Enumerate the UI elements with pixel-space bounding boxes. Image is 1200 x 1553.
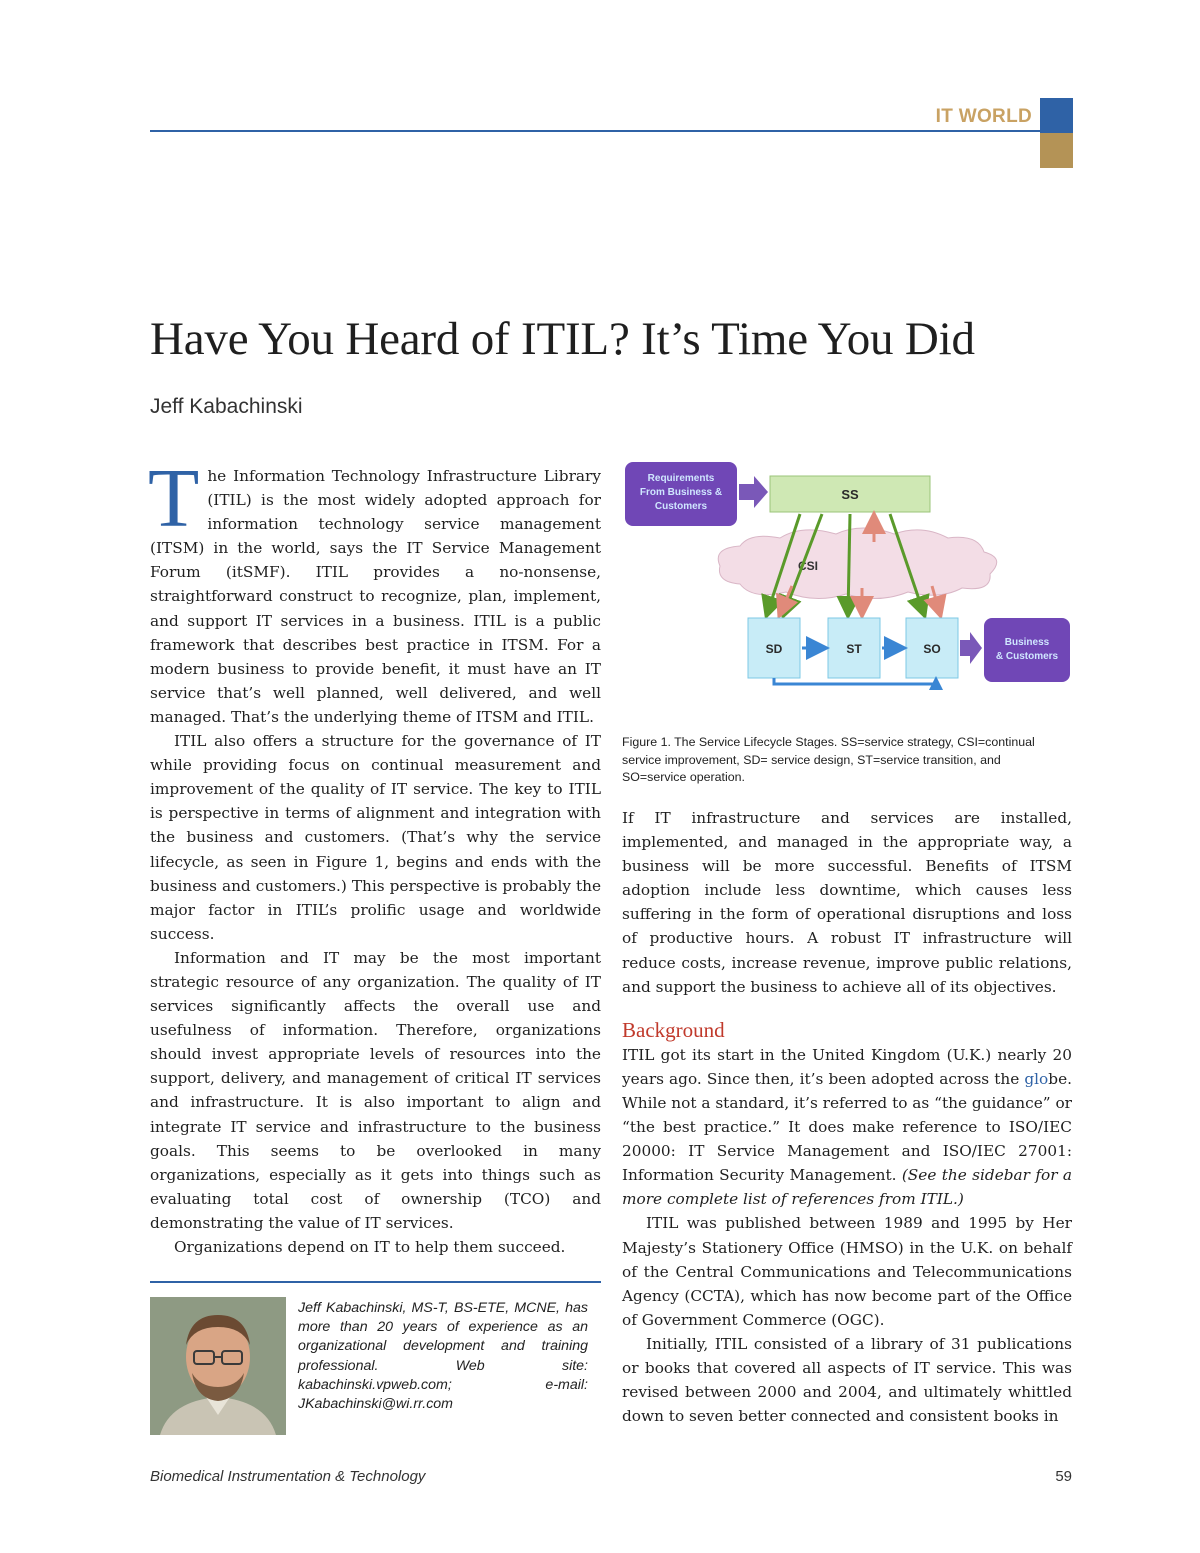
csi-cloud <box>718 528 997 599</box>
article-author: Jeff Kabachinski <box>150 395 303 418</box>
business-node <box>984 618 1070 682</box>
paragraph-intro-text: he Information Technology Infrastructure Library (ITIL) is the most widely adopted approach for information technology service management (ITSM) in the world, says the IT Service Management Forum (itSMF). ITIL provides a no-nonsense, straightforward construct to recognize, plan, implement, and support IT services in a business. ITIL is a public framework that describes best practice in ITSM. For a modern business to provide benefit, it must have an IT service that’s well planned, well delivered, and well managed. That’s the underlying theme of ITSM and ITIL. <box>150 467 601 726</box>
section-label: IT WORLD <box>935 106 1032 127</box>
bg-p1-blue: glo <box>1024 1069 1049 1088</box>
paragraph-depend: Organizations depend on IT to help them succeed. <box>174 1238 566 1256</box>
corner-block-gold <box>1040 133 1073 168</box>
paragraph-governance: ITIL also offers a structure for the governance of IT while providing focus on continual measurement and improvement of the quality of IT service. The key to ITIL is perspective in terms of alignment and integration with the business and customers. (That’s why the service lifecycle, as seen in Figure 1, begins and ends with the business and customers.) This perspective is probably the major factor in ITIL’s prolific usage and worldwide success. <box>150 732 601 943</box>
corner-block-blue <box>1040 98 1073 133</box>
arrow-ss-to-st <box>848 514 850 614</box>
requirements-label-3: Customers <box>654 501 708 512</box>
sd-label: SD <box>765 642 783 656</box>
paragraph-background-3: Initially, ITIL consisted of a library of 31 publications or books that covered all aspects of IT service. This was revised between 2000 and 2004, and ultimately whittled down to seven better connected and consistent books in <box>622 1334 1072 1426</box>
bg-p1-italic: (See the sidebar for a more complete list of references from ITIL.) <box>622 1166 1072 1209</box>
requirements-label-1: Requirements <box>647 473 715 484</box>
article-title: Have You Heard of ITIL? It’s Time You Did <box>150 313 975 365</box>
bg-p1-b: be. While not a standard, it’s referred to as “the guidance” or “the best practice.” It does make reference to ISO/IEC 20000: IT Service Management and ISO/IEC 27001: Information Security Management. <box>622 1069 1072 1185</box>
ss-node <box>770 476 930 512</box>
arrow-requirements-to-ss <box>739 476 768 508</box>
requirements-label-2: From Business & <box>639 487 723 498</box>
left-column <box>148 452 601 1259</box>
business-label-2: & Customers <box>995 651 1059 662</box>
footer-page-number: 59 <box>1055 1468 1072 1485</box>
ss-label: SS <box>841 487 859 502</box>
business-label-1: Business <box>1004 637 1050 648</box>
csi-label: CSI <box>797 559 819 573</box>
so-node <box>906 618 958 678</box>
author-bio: Jeff Kabachinski, MS-T, BS-ETE, MCNE, has more than 20 years of experience as an organizational development and training professional. Web site: kabachinski.vpweb.com; e-mail: JKabachinski@wi.rr.com <box>298 1300 588 1413</box>
figure-caption: Figure 1. The Service Lifecycle Stages. SS=service strategy, CSI=continual service improvement, SD= service design, ST=service transition, and SO=service operation. <box>622 735 1035 784</box>
right-column <box>622 806 1072 1428</box>
sd-node <box>748 618 800 678</box>
so-label: SO <box>923 642 941 656</box>
bg-p1-a: ITIL got its start in the United Kingdom (U.K.) nearly 20 years ago. Since then, it’s been adopted across the <box>622 1045 1072 1088</box>
drop-cap: T <box>148 452 200 545</box>
st-node <box>828 618 880 678</box>
requirements-node <box>625 462 737 526</box>
paragraph-background-1 <box>622 1043 1072 1212</box>
bio-divider-rule <box>150 1281 601 1283</box>
paragraph-benefits: If IT infrastructure and services are installed, implemented, and managed in the appropriate way, a business will be more successful. Benefits of ITSM adoption include less downtime, which causes less suffering in the form of operational disruptions and loss of productive hours. A robust IT infrastructure will reduce costs, increase revenue, improve public relations, and support the business to achieve all of its objectives. <box>622 809 1072 996</box>
paragraph-strategic-resource: Information and IT may be the most important strategic resource of any organization. The quality of IT services significantly affects the overall use and usefulness of information. Therefore, organizations should invest appropriate levels of resources into the support, delivery, and management of critical IT services and infrastructure. It is also important to align and integrate IT service and infrastructure to the business goals. This seems to be overlooked in many organizations, especially as it gets into things such as evaluating total cost of ownership (TCO) and demonstrating the value of IT services. <box>150 948 601 1232</box>
footer-journal: Biomedical Instrumentation & Technology <box>150 1468 426 1485</box>
arrow-so-to-business <box>960 632 982 664</box>
paragraph-intro <box>148 452 601 729</box>
author-photo <box>150 1297 286 1435</box>
background-heading: Background <box>622 1017 725 1042</box>
paragraph-background-2: ITIL was published between 1989 and 1995 by Her Majesty’s Stationery Office (HMSO) in the U.K. on behalf of the Central Communications and Telecommunications Agency (CCTA), which has now become part of the Office of Government Commerce (OGC). <box>622 1214 1072 1329</box>
figure-service-lifecycle <box>622 458 1072 690</box>
st-label: ST <box>846 642 862 656</box>
arrow-sd-loop-to-so <box>774 678 936 684</box>
header-rule <box>150 130 1040 132</box>
